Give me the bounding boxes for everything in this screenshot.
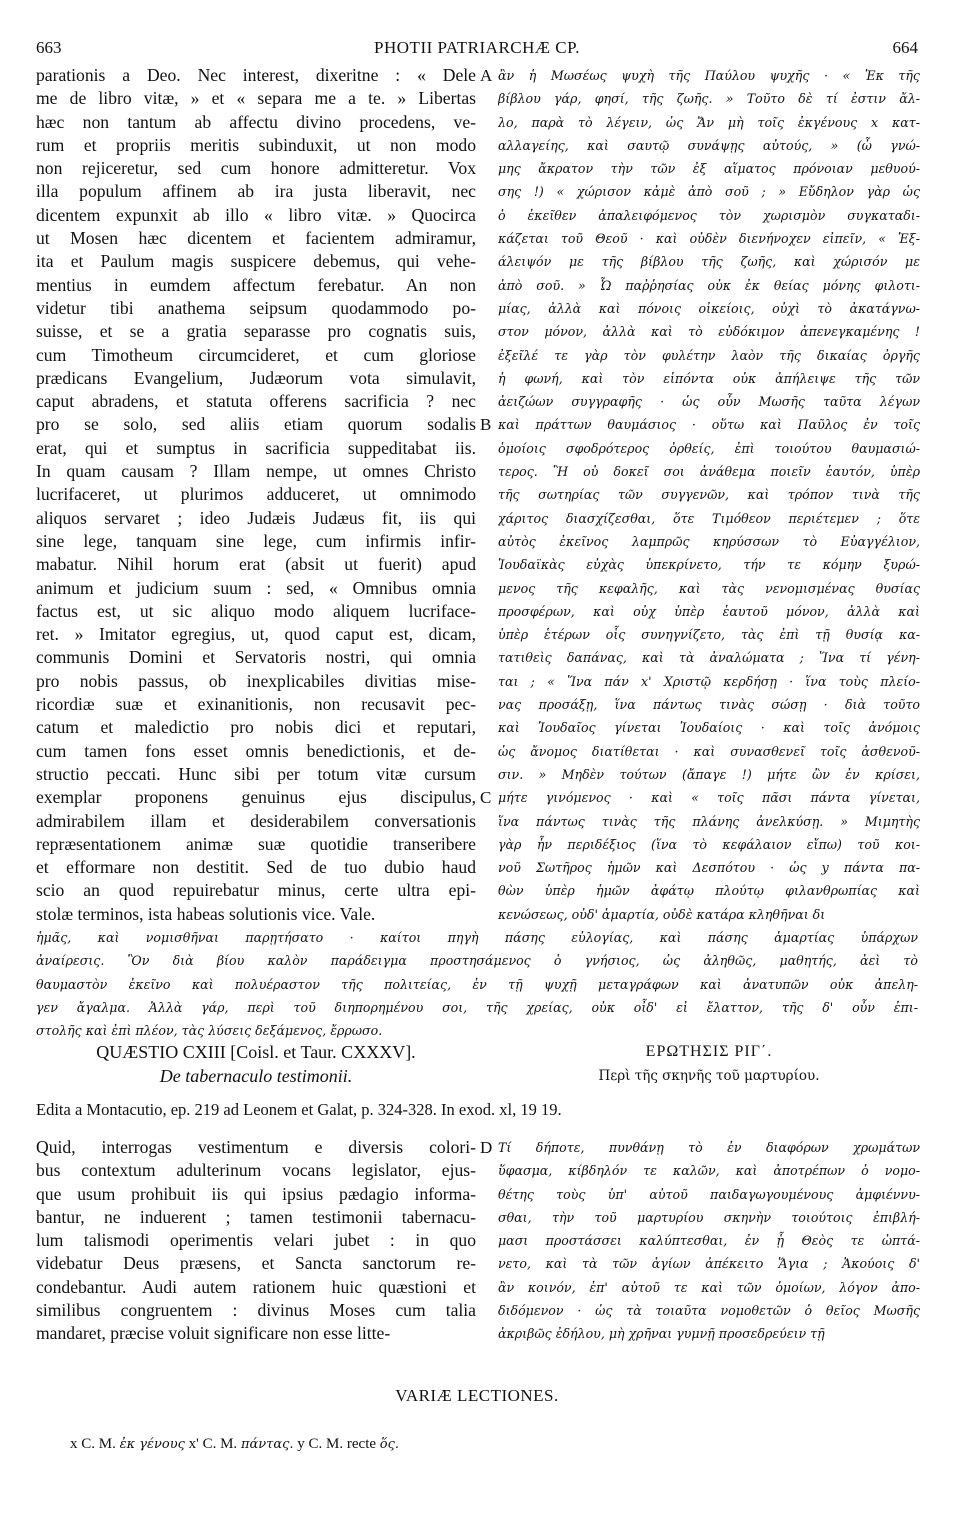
text-line: τερος. Ἢ οὐ δοκεῖ σοι ἀνάθεμα ποιεῖν ἑαυτόν, ὑπὲρ: [498, 464, 920, 480]
text-line: aliquos servaret ; ideo Judæis Judæus fit, iis qui: [36, 507, 476, 528]
text-line: θέτης τοὺς ὑπ' αὐτοῦ παιδαγωγουμένους ἀμφιέννυ-: [498, 1186, 920, 1202]
variant-readings-footnote: [70, 1436, 399, 1453]
note-x-prefix: x C. M.: [70, 1436, 116, 1452]
text-line: dicentem expunxit ab illo « libro vitæ. » Quocirca: [36, 204, 476, 225]
text-line: χάριτος διασχίζεσθαι, ὅτε Τιμόθεον περιέτεμεν ; ὅτε: [498, 510, 920, 526]
text-line: Quid, interrogas vestimentum e diversis colori-: [36, 1137, 476, 1157]
text-line: suisse, et se a gratia separasse pro cognatis suis,: [36, 321, 476, 342]
text-line: lum talismodi operimentis velari jubet : in quo: [36, 1230, 476, 1251]
text-line: bus contextum adulterinum vocans legislator, ejus-: [36, 1160, 476, 1181]
text-line: ὁμοίοις σφοδρότερος ὀρθείς, ἐπὶ τοιούτου θαυμασιώ-: [498, 440, 920, 456]
greek-column-bottom: [498, 1136, 920, 1346]
text-line: ἀπὸ σοῦ. » Ὦ παῤῥησίας οὐκ ἐκ θείας μόνης φιλοτι-: [498, 277, 920, 293]
question-title-greek: ΕΡΩΤΗΣΙΣ ΡΙΓ΄.: [645, 1043, 773, 1060]
variae-lectiones-title: VARIÆ LECTIONES.: [395, 1386, 559, 1405]
text-line: ἀναίρεσις. Ὃν διὰ βίου καλὸν παράδειγμα προστησάμενος ὁ γνήσιος, ὡς ἀληθῶς, μαθητής, ἀεὶ τὸ: [36, 953, 918, 969]
text-line: λο, παρὰ τὸ λέγειν, ὡς Ἄν μὴ τοῖς ἐκγένους x κατ-: [498, 114, 920, 130]
text-line: ὕφασμα, κίβδηλόν τε καλῶν, καὶ ἀποτρέπων ὁ νομο-: [498, 1163, 920, 1179]
text-line: ὡς ἄνομος διατίθεται · καὶ συνασθενεῖ τοῖς ἀσθενοῦ-: [498, 743, 920, 759]
question-subtitle-latin: De tabernaculo testimonii.: [159, 1066, 353, 1086]
latin-column-bottom: [36, 1136, 476, 1346]
text-line: ἀειζώων συγγραφῆς · ὡς οὖν Μωσῆς ταῦτα λέγων: [498, 394, 920, 410]
text-line: ricordiæ suæ et exinanitionis, non recusavit pec-: [36, 694, 476, 715]
text-line: ἂν ἡ Μωσέως ψυχὴ τῆς Παύλου ψυχῆς · « Ἐκ τῆς: [498, 68, 920, 83]
text-line: et efformare non destitit. Sed de tuo dubio haud: [36, 857, 476, 878]
text-line: cum Timotheum circumcideret, et cum gloriose: [36, 344, 476, 365]
text-line: mandaret, præcise voluit significare non esse litte-: [36, 1323, 391, 1344]
text-line: cum tamen fons esset omnis benedictionis, et de-: [36, 740, 476, 761]
text-line: τατιθεὶς δαπάνας, καὶ τὰ ἀναλώματα ; Ἵνα τί γένη-: [498, 650, 920, 666]
margin-marker-b: B: [480, 415, 492, 434]
text-line: Τί δήποτε, πυνθάνῃ τὸ ἐν διαφόρων χρωμάτων: [498, 1140, 920, 1155]
note-x2-greek: πάντας.: [240, 1437, 294, 1452]
text-line: κάζεται τοῦ Θεοῦ · καὶ οὐδὲν διενήνοχεν εἰπεῖν, « Ἐξ-: [498, 231, 920, 247]
greek-column-top: [498, 64, 920, 926]
text-line: καὶ Ἰουδαῖος γίνεται Ἰουδαίοις · καὶ τοῖς ἀνόμοις: [498, 720, 920, 736]
note-y-greek: ὅς.: [379, 1437, 400, 1452]
text-line: parationis a Deo. Nec interest, dixeritne : « Dele: [36, 65, 476, 85]
text-line: repræsentationem animæ suæ quotidie transeribere: [36, 833, 476, 854]
text-line: μίας, ἀλλὰ καὶ πόνοις οἰκείοις, οὐχὶ τὸ ἀκατάγνω-: [498, 300, 920, 316]
text-line: βίβλου γάρ, φησί, τῆς ζωῆς. » Τοῦτο δὲ τί ἐστιν ἄλ-: [498, 91, 920, 107]
text-line: ἀκριβῶς ἐδήλου, μὴ χρῆναι γυμνῇ προσεδρεύειν τῇ: [498, 1326, 825, 1342]
text-line: condebantur. Audi autem rationem huic quæstioni et: [36, 1276, 476, 1297]
text-line: αλλαγείης, καὶ σαυτῷ συνάψῃς αὐτούς, » (ὦ γνώ-: [498, 137, 920, 153]
text-line: erat, qui et sumptus in sacrificia suppeditabat iis.: [36, 437, 476, 458]
text-line: μης ἄκρατον τὴν τῶν ἐξ αἵματος πρόνοιαν μεθυού-: [498, 161, 920, 177]
note-x-greek: ἐκ γένους: [119, 1437, 185, 1452]
text-line: pro se solo, sed aliis etiam quorum sodalis: [36, 414, 476, 435]
text-line: bantur, ne induerent ; tamen testimonii tabernacu-: [36, 1206, 476, 1227]
text-line: non rejiceretur, sed cum honore admitteretur. Vox: [36, 158, 476, 179]
text-line: scio an quod repuirebatur minus, certe ultra epi-: [36, 880, 476, 901]
text-line: ἐξεῖλέ τε γὰρ τὸν φυλέτην λαὸν τῆς δικαίας ὀργῆς: [498, 347, 920, 363]
text-line: νας προσάξῃ, ἵνα πάντως τινὰς σώσῃ · διὰ τοῦτο: [498, 697, 920, 713]
text-line: ἡ φωνή, καὶ τὸν εἰπόντα οὐκ ἀπήλειψε τῆς τῶν: [498, 370, 920, 386]
question-subtitle-greek: Περὶ τῆς σκηνῆς τοῦ μαρτυρίου.: [598, 1068, 820, 1084]
text-line: θὼν ὑπὲρ ἡμῶν ἀφάτῳ πλούτῳ φιλανθρωπίας καὶ: [498, 883, 920, 899]
text-line: μενος τῆς κεφαλῆς, καὶ τὰς νενομισμένας θυσίας: [498, 580, 920, 596]
text-line: αὐτὸς ἐκεῖνος λαμπρῶς κηρύσσων τὸ Εὐαγγέλιον,: [498, 533, 920, 549]
text-line: ret. » Imitator egregius, ut, quod caput est, dicam,: [36, 624, 476, 645]
text-line: νετο, καὶ τὰ τῶν ἁγίων ἀπέκειτο Ἅγια ; Ἀκούοις δ': [498, 1256, 920, 1272]
text-line: me de libro vitæ, » et « separa me a te. » Libertas: [36, 88, 476, 109]
text-line: στον μόνον, ἀλλὰ καὶ τὸ εὐδόκιμον ἀπενεγκαμένης !: [498, 324, 920, 340]
margin-marker-c: C: [480, 788, 492, 807]
text-line: ται ; « Ἵνα πάν x' Χριστῷ κερδήσῃ · ἵνα τοὺς πλείο-: [498, 673, 920, 689]
text-line: catum et maledictio pro nobis dici et reputari,: [36, 717, 476, 738]
text-line: stolæ terminos, ista habeas solutionis vice. Vale.: [36, 903, 376, 924]
text-line: ἂν κοινόν, ἐπ' αὐτοῦ τε καὶ τῶν ὁμοίων, λόγον ἀπο-: [498, 1279, 920, 1295]
text-line: sine lege, tanquam sine lege, cum infirmis infir-: [36, 530, 476, 551]
text-line: διδόμενον · ὡς τὰ τοιαῦτα νομοθετῶν ὁ θεῖος Μωσῆς: [498, 1303, 920, 1319]
text-line: illa populum affinem ab ira justa liberavit, nec: [36, 181, 476, 202]
text-line: καὶ πράττων θαυμάσιος · οὕτω καὶ Παῦλος ἐν τοῖς: [498, 417, 920, 433]
text-line: κενώσεως, οὐδ' ἁμαρτία, οὐδὲ κατάρα κληθῆναι δι: [498, 906, 826, 922]
text-line: ἵνα πάντως τινὰς τῆς πλάνης ἀνελκύσῃ. » Μιμητὴς: [498, 813, 920, 829]
question-title-latin: QUÆSTIO CXIII [Coisl. et Taur. CXXXV].: [96, 1042, 416, 1062]
left-page-number: 663: [36, 38, 62, 57]
text-line: lucrifaceret, ut plurimos adduceret, ut omnimodo: [36, 484, 476, 505]
text-line: γὰρ ἦν περιδέξιος (ἵνα τὸ κεφάλαιον εἴπω) τοῦ κοι-: [498, 836, 920, 852]
text-line: ἡμᾶς, καὶ νομισθῆναι παρῃτήσατο · καίτοι πηγὴ πάσης εὐλογίας, καὶ πάσης ἁμαρτίας ὑπάρχων: [36, 930, 918, 945]
text-line: Ἰουδαϊκὰς εὐχὰς ὑπεκρίνετο, τήν τε κόμην ξυρώ-: [498, 557, 920, 573]
text-line: caput abradens, et statuta offerens sacrificia ? nec: [36, 391, 476, 412]
text-line: σθαι, τὴν τοῦ μαρτυρίου σκηνὴν τοιούτοις ἐπιβλή-: [498, 1209, 920, 1225]
text-line: τῆς σωτηρίας τῶν συγγενῶν, καὶ τρόπον τινὰ τῆς: [498, 487, 920, 503]
text-line: ὁ ἐκεῖθεν ἀπαλειφόμενος τὸν χωρισμὸν συγκαταδι-: [498, 207, 920, 223]
text-line: μήτε γινόμενος · καὶ « τοῖς πᾶσι πάντα γίνεται,: [498, 790, 920, 806]
text-line: videbatur Deus præsens, et Sancta sanctorum re-: [36, 1253, 476, 1274]
right-page-number: 664: [892, 38, 918, 57]
margin-marker-a: A: [480, 66, 493, 85]
latin-column-top: [36, 64, 476, 926]
text-line: animum et judicium suum : sed, « Omnibus omnia: [36, 577, 476, 598]
text-line: prædicans Evangelium, Judæorum vota simulavit,: [36, 367, 476, 388]
text-line: factus est, ut sic aliquo modo aliquem lucriface-: [36, 600, 476, 621]
text-line: exemplar proponens genuinus ejus discipulus,: [36, 787, 476, 808]
text-line: θαυμαστὸν ἐκεῖνο καὶ πολυέραστον τῆς πολιτείας, ἐν τῇ ψυχῇ μεταγράφων καὶ ἀνατυπῶν οὐκ ἀπελη-: [36, 976, 918, 992]
note-x2-prefix: x' C. M.: [188, 1436, 238, 1452]
text-line: videtur tibi anathema seipsum quodammodo po-: [36, 297, 476, 318]
running-header: [36, 38, 918, 62]
text-line: μασι προστάσσει καλύπτεσθαι, ἐν ᾗ Θεὸς τε ὠπτά-: [498, 1233, 920, 1249]
text-line: προσφέρων, καὶ οὐχ ὑπὲρ ἑαυτοῦ μόνον, ἀλλὰ καὶ: [498, 603, 920, 619]
running-title: PHOTII PATRIARCHÆ CP.: [374, 38, 580, 57]
edition-note: Edita a Montacutio, ep. 219 ad Leonem et Galat, p. 324-328. In exod. xl, 19 19.: [36, 1100, 562, 1119]
text-line: σιν. » Μηδὲν τούτων (ἄπαγε !) μήτε ὢν ἐν κρίσει,: [498, 766, 920, 782]
question-heading-latin: [36, 1040, 476, 1088]
text-line: mabatur. Nihil horum erat (absit ut fuerit) apud: [36, 554, 476, 575]
text-line: γεν ἄγαλμα. Ἀλλὰ γάρ, περὶ τοῦ διηπορημένου σοι, τῆς χρείας, οὐκ οἶδ' εἰ ἔλαττον, τῆς δ' οὖν ἐπι-: [36, 999, 918, 1015]
text-line: pro nobis passus, ob inexplicabiles divitias mise-: [36, 670, 476, 691]
text-line: ut Mosen hæc dicentem et facientem admiramur,: [36, 228, 476, 249]
text-line: que usum prohibuit iis qui ipsius pædagio informa-: [36, 1183, 476, 1204]
text-line: σης !) « χώρισον κἀμὲ ἀπὸ σοῦ ; » Εὔδηλον γὰρ ὡς: [498, 184, 920, 200]
greek-fullwidth-paragraph: [36, 926, 918, 1042]
text-line: άλειψόν με τῆς βίβλου τῆς ζωῆς, καὶ χώρισόν με: [498, 254, 920, 270]
text-line: In quam causam ? Illam nempe, ut omnes Christo: [36, 461, 476, 482]
question-heading-greek: [498, 1040, 920, 1088]
text-line: structio peccati. Hunc sibi per totum vitæ cursum: [36, 763, 476, 784]
text-line: ita et Paulum magis suspicere debemus, qui vehe-: [36, 251, 476, 272]
margin-marker-d: D: [480, 1138, 493, 1157]
text-line: hæc non tantum ab affectu divino procedens, ve-: [36, 111, 476, 132]
note-y-prefix: y C. M. recte: [297, 1436, 377, 1452]
text-line: similibus congruentem : divinus Moses cum talia: [36, 1300, 476, 1321]
text-line: rum et propriis meritis subinduxit, ut non modo: [36, 134, 476, 155]
text-line: communis Domini et Servatoris nostri, qui omnia: [36, 647, 476, 668]
text-line: στολῆς καὶ ἐπὶ πλέον, τὰς λύσεις δεξάμενος, ἔρρωσο.: [36, 1023, 383, 1039]
text-line: ὑπὲρ ἑτέρων οἷς συνηγνίζετο, τὰς ἐπὶ τῇ θυσίᾳ κα-: [498, 627, 920, 643]
text-line: mentius in eumdem affectum ferebatur. An non: [36, 274, 476, 295]
text-line: admirabilem illam et desiderabilem conversationis: [36, 810, 476, 831]
text-line: νοῦ Σωτῆρος ἡμῶν καὶ Δεσπότου · ὡς y πάντα πα-: [498, 860, 920, 876]
